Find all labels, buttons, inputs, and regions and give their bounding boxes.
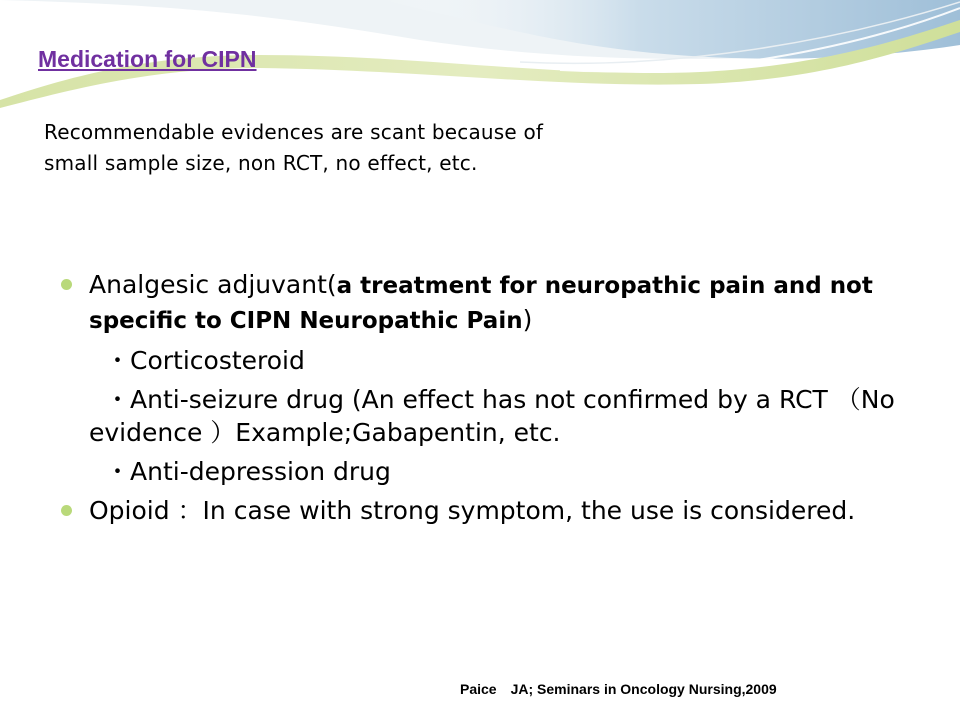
intro-text: [44, 117, 764, 179]
bullet-dot-icon: [61, 505, 72, 516]
sub-item-corticosteroid: [60, 344, 930, 377]
bullet-analgesic-adjuvant: [60, 268, 930, 338]
bullet-1-lead: Analgesic adjuvant(: [89, 270, 337, 299]
bullet-1-close: ): [522, 305, 533, 334]
sub-item-antiseizure-text: ・Anti-seizure drug (An effect has not confirmed by a RCT （No evidence ）Example;Gabapentin, etc.: [89, 385, 895, 447]
bullet-1-bold-text: a treatment for neuropathic pain and not specific to CIPN Neuropathic Pain: [89, 273, 873, 334]
sub-item-antidepression: [60, 455, 930, 488]
sub-item-antiseizure: [60, 383, 930, 449]
intro-line-2: small sample size, non RCT, no effect, etc.: [44, 151, 478, 175]
sub-item-antidepression-text: ・Anti-depression drug: [105, 457, 391, 486]
intro-line-1: Recommendable evidences are scant because of: [44, 120, 544, 144]
citation: Paice JA; Seminars in Oncology Nursing,2009: [460, 681, 777, 697]
bullet-list: [60, 268, 930, 533]
slide-title: Medication for CIPN: [38, 46, 257, 72]
sub-item-corticosteroid-text: ・Corticosteroid: [105, 346, 305, 375]
bullet-opioid: [60, 494, 930, 527]
bullet-dot-icon: [61, 279, 72, 290]
bullet-2-text: Opioid ：In case with strong symptom, the use is considered.: [89, 496, 856, 525]
